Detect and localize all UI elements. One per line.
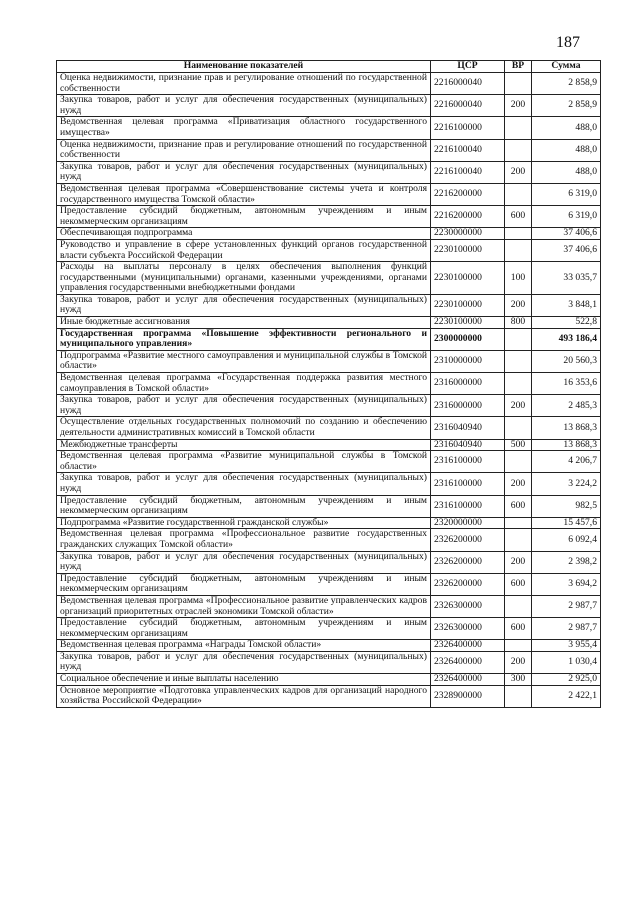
row-sum-cell: 2 398,2: [532, 551, 601, 573]
table-body: [57, 73, 601, 708]
row-name-cell: Социальное обеспечение и иные выплаты населению: [57, 674, 431, 686]
table-row: [57, 206, 601, 228]
row-name-cell: Закупка товаров, работ и услуг для обеспечения государственных (муниципальных) нужд: [57, 551, 431, 573]
row-vr-cell: [505, 517, 532, 529]
row-code-cell: 2316040940: [431, 439, 505, 451]
row-sum-cell: 4 206,7: [532, 451, 601, 473]
row-sum-cell: 2 925,0: [532, 674, 601, 686]
table-row: [57, 161, 601, 183]
row-vr-cell: [505, 529, 532, 551]
header-sum: Сумма: [532, 61, 601, 73]
table-row: [57, 529, 601, 551]
table-row: [57, 228, 601, 240]
row-sum-cell: 37 406,6: [532, 239, 601, 261]
table-row: [57, 294, 601, 316]
table-row: [57, 73, 601, 95]
budget-table: [56, 60, 601, 708]
row-vr-cell: 100: [505, 262, 532, 295]
row-vr-cell: [505, 239, 532, 261]
row-code-cell: 2326400000: [431, 640, 505, 652]
row-name-cell: Ведомственная целевая программа «Профессиональное развитие государственных гражданских служащих Томской области»: [57, 529, 431, 551]
row-name-cell: Ведомственная целевая программа «Развитие муниципальной службы в Томской области»: [57, 451, 431, 473]
row-name-cell: Ведомственная целевая программа «Награды Томской области»: [57, 640, 431, 652]
table-row: [57, 495, 601, 517]
row-code-cell: 2316100000: [431, 451, 505, 473]
row-code-cell: 2230100000: [431, 294, 505, 316]
row-sum-cell: 13 868,3: [532, 417, 601, 439]
row-vr-cell: [505, 640, 532, 652]
row-name-cell: Иные бюджетные ассигнования: [57, 317, 431, 329]
table-row: [57, 117, 601, 139]
row-sum-cell: 2 422,1: [532, 685, 601, 707]
row-sum-cell: 6 319,0: [532, 206, 601, 228]
page-number: 187: [556, 34, 580, 51]
row-vr-cell: [505, 183, 532, 205]
row-sum-cell: 15 457,6: [532, 517, 601, 529]
table-row: [57, 573, 601, 595]
row-sum-cell: 3 694,2: [532, 573, 601, 595]
row-vr-cell: 200: [505, 161, 532, 183]
row-vr-cell: [505, 595, 532, 617]
row-name-cell: Обеспечивающая подпрограмма: [57, 228, 431, 240]
row-code-cell: 2216200000: [431, 206, 505, 228]
row-code-cell: 2328900000: [431, 685, 505, 707]
table-row: [57, 373, 601, 395]
row-sum-cell: 2 858,9: [532, 73, 601, 95]
row-vr-cell: 600: [505, 495, 532, 517]
table-row: [57, 473, 601, 495]
row-code-cell: 2230100000: [431, 317, 505, 329]
row-sum-cell: 3 848,1: [532, 294, 601, 316]
row-sum-cell: 488,0: [532, 117, 601, 139]
row-code-cell: 2326200000: [431, 573, 505, 595]
row-name-cell: Оценка недвижимости, признание прав и регулирование отношений по государственной собственности: [57, 139, 431, 161]
table-row: [57, 262, 601, 295]
row-sum-cell: 16 353,6: [532, 373, 601, 395]
row-sum-cell: 2 987,7: [532, 618, 601, 640]
row-vr-cell: 800: [505, 317, 532, 329]
row-sum-cell: 6 319,0: [532, 183, 601, 205]
row-code-cell: 2326300000: [431, 618, 505, 640]
row-name-cell: Подпрограмма «Развитие местного самоуправления и муниципальной службы в Томской области»: [57, 350, 431, 372]
row-name-cell: Закупка товаров, работ и услуг для обеспечения государственных (муниципальных) нужд: [57, 294, 431, 316]
table-row: [57, 139, 601, 161]
row-sum-cell: 488,0: [532, 161, 601, 183]
row-sum-cell: 3 955,4: [532, 640, 601, 652]
row-vr-cell: [505, 451, 532, 473]
row-name-cell: Закупка товаров, работ и услуг для обеспечения государственных (муниципальных) нужд: [57, 651, 431, 673]
row-name-cell: Ведомственная целевая программа «Государственная поддержка развития местного самоуправления в Томской области»: [57, 373, 431, 395]
row-vr-cell: [505, 417, 532, 439]
row-name-cell: Государственная программа «Повышение эффективности регионального и муниципального управления»: [57, 328, 431, 350]
row-code-cell: 2316100000: [431, 473, 505, 495]
row-code-cell: 2316040940: [431, 417, 505, 439]
row-code-cell: 2326400000: [431, 674, 505, 686]
row-name-cell: Основное мероприятие «Подготовка управленческих кадров для организаций народного хозяйства Российской Федерации»: [57, 685, 431, 707]
row-code-cell: 2316000000: [431, 395, 505, 417]
row-vr-cell: [505, 685, 532, 707]
row-vr-cell: 200: [505, 395, 532, 417]
row-vr-cell: 200: [505, 473, 532, 495]
table-row: [57, 517, 601, 529]
table-header-row: [57, 61, 601, 73]
row-vr-cell: 200: [505, 551, 532, 573]
row-vr-cell: [505, 139, 532, 161]
row-sum-cell: 13 868,3: [532, 439, 601, 451]
row-code-cell: 2326200000: [431, 551, 505, 573]
row-code-cell: 2326400000: [431, 651, 505, 673]
row-vr-cell: 200: [505, 651, 532, 673]
row-code-cell: 2216100040: [431, 161, 505, 183]
table-row: [57, 239, 601, 261]
row-name-cell: Оценка недвижимости, признание прав и регулирование отношений по государственной собственности: [57, 73, 431, 95]
row-name-cell: Межбюджетные трансферты: [57, 439, 431, 451]
row-code-cell: 2216200000: [431, 183, 505, 205]
table-row: [57, 439, 601, 451]
table-row: [57, 317, 601, 329]
table-row: [57, 618, 601, 640]
header-code: ЦСР: [431, 61, 505, 73]
row-vr-cell: 600: [505, 573, 532, 595]
row-code-cell: 2230000000: [431, 228, 505, 240]
row-code-cell: 2230100000: [431, 262, 505, 295]
table-row: [57, 417, 601, 439]
row-name-cell: Подпрограмма «Развитие государственной гражданской службы»: [57, 517, 431, 529]
table-row: [57, 95, 601, 117]
row-code-cell: 2310000000: [431, 350, 505, 372]
row-name-cell: Закупка товаров, работ и услуг для обеспечения государственных (муниципальных) нужд: [57, 95, 431, 117]
row-code-cell: 2320000000: [431, 517, 505, 529]
row-code-cell: 2216000040: [431, 95, 505, 117]
row-sum-cell: 522,8: [532, 317, 601, 329]
row-sum-cell: 6 092,4: [532, 529, 601, 551]
row-code-cell: 2316000000: [431, 373, 505, 395]
row-code-cell: 2216000040: [431, 73, 505, 95]
row-sum-cell: 2 858,9: [532, 95, 601, 117]
row-vr-cell: 300: [505, 674, 532, 686]
row-name-cell: Предоставление субсидий бюджетным, автономным учреждениям и иным некоммерческим организациям: [57, 618, 431, 640]
row-name-cell: Расходы на выплаты персоналу в целях обеспечения выполнения функций государственными (муниципальными) органами, казенными учреждениями, органами управления государственными внебюджетными фондами: [57, 262, 431, 295]
row-code-cell: 2216100000: [431, 117, 505, 139]
table-row: [57, 674, 601, 686]
row-name-cell: Закупка товаров, работ и услуг для обеспечения государственных (муниципальных) нужд: [57, 473, 431, 495]
row-name-cell: Осуществление отдельных государственных полномочий по созданию и обеспечению деятельности административных комиссий в Томской области: [57, 417, 431, 439]
row-code-cell: 2326300000: [431, 595, 505, 617]
table-row: [57, 551, 601, 573]
table-row: [57, 640, 601, 652]
row-sum-cell: 2 987,7: [532, 595, 601, 617]
row-name-cell: Руководство и управление в сфере установленных функций органов государственной власти субъекта Российской Федерации: [57, 239, 431, 261]
row-sum-cell: 3 224,2: [532, 473, 601, 495]
header-vr: ВР: [505, 61, 532, 73]
row-vr-cell: [505, 117, 532, 139]
table-row: [57, 350, 601, 372]
row-vr-cell: 600: [505, 206, 532, 228]
row-code-cell: 2326200000: [431, 529, 505, 551]
table-row: [57, 595, 601, 617]
row-name-cell: Ведомственная целевая программа «Совершенствование системы учета и контроля государственного имущества Томской области»: [57, 183, 431, 205]
row-name-cell: Ведомственная целевая программа «Приватизация областного государственного имущества»: [57, 117, 431, 139]
table-row: [57, 651, 601, 673]
row-vr-cell: 200: [505, 294, 532, 316]
row-code-cell: 2230100000: [431, 239, 505, 261]
table-row: [57, 328, 601, 350]
row-vr-cell: 200: [505, 95, 532, 117]
row-sum-cell: 493 186,4: [532, 328, 601, 350]
row-sum-cell: 1 030,4: [532, 651, 601, 673]
row-sum-cell: 33 035,7: [532, 262, 601, 295]
row-sum-cell: 37 406,6: [532, 228, 601, 240]
row-sum-cell: 20 560,3: [532, 350, 601, 372]
table-row: [57, 183, 601, 205]
row-name-cell: Ведомственная целевая программа «Профессиональное развитие управленческих кадров организаций приоритетных отраслей экономики Томской области»: [57, 595, 431, 617]
table-row: [57, 451, 601, 473]
table-row: [57, 685, 601, 707]
row-vr-cell: [505, 373, 532, 395]
row-code-cell: 2300000000: [431, 328, 505, 350]
row-name-cell: Закупка товаров, работ и услуг для обеспечения государственных (муниципальных) нужд: [57, 395, 431, 417]
header-name: Наименование показателей: [57, 61, 431, 73]
row-code-cell: 2216100040: [431, 139, 505, 161]
row-name-cell: Закупка товаров, работ и услуг для обеспечения государственных (муниципальных) нужд: [57, 161, 431, 183]
row-name-cell: Предоставление субсидий бюджетным, автономным учреждениям и иным некоммерческим организациям: [57, 495, 431, 517]
row-sum-cell: 488,0: [532, 139, 601, 161]
row-vr-cell: [505, 328, 532, 350]
row-vr-cell: [505, 228, 532, 240]
row-name-cell: Предоставление субсидий бюджетным, автономным учреждениям и иным некоммерческим организациям: [57, 573, 431, 595]
row-sum-cell: 982,5: [532, 495, 601, 517]
row-vr-cell: [505, 73, 532, 95]
row-vr-cell: [505, 350, 532, 372]
row-vr-cell: 600: [505, 618, 532, 640]
row-code-cell: 2316100000: [431, 495, 505, 517]
row-sum-cell: 2 485,3: [532, 395, 601, 417]
row-name-cell: Предоставление субсидий бюджетным, автономным учреждениям и иным некоммерческим организациям: [57, 206, 431, 228]
row-vr-cell: 500: [505, 439, 532, 451]
table-row: [57, 395, 601, 417]
